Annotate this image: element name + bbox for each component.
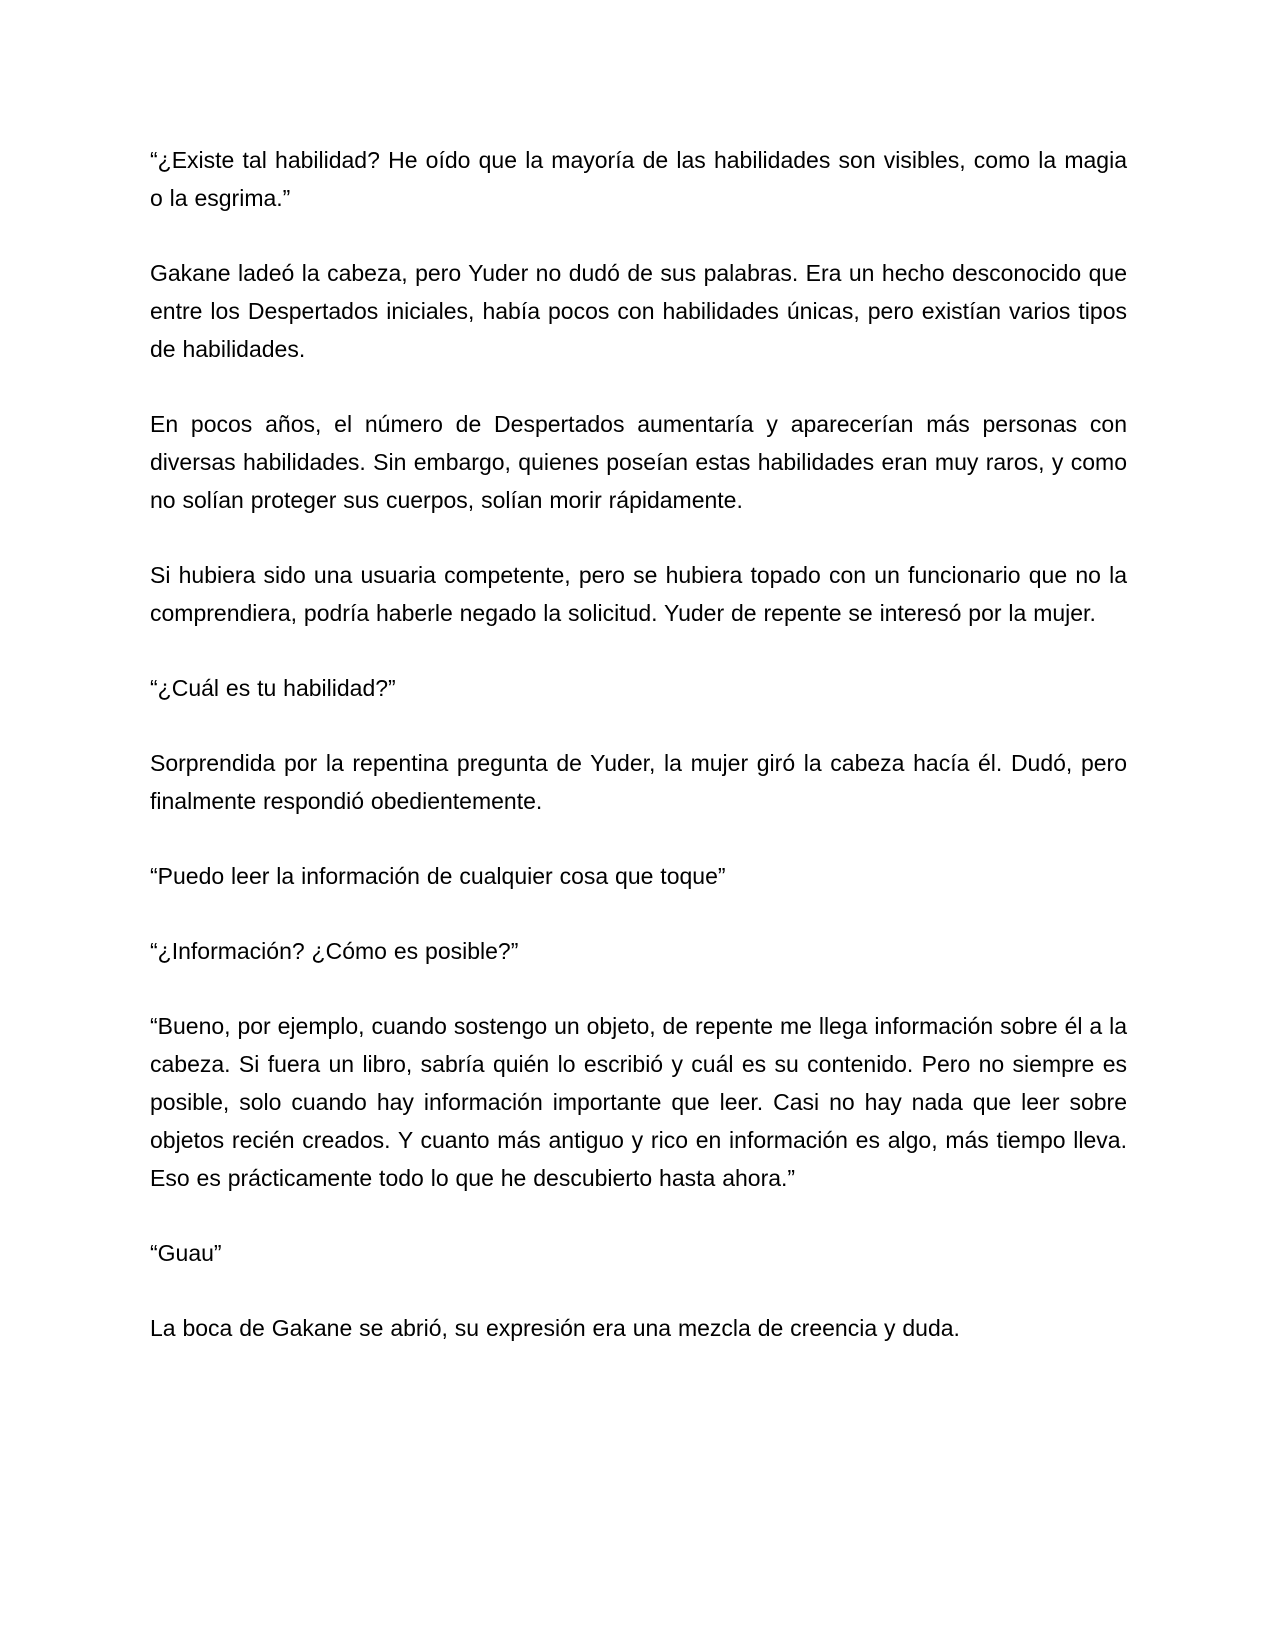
paragraph: “Guau” <box>150 1240 222 1266</box>
paragraph: “¿Cuál es tu habilidad?” <box>150 675 396 701</box>
paragraph: Gakane ladeó la cabeza, pero Yuder no dudó de sus palabras. Era un hecho desconocido que entre los Despertados iniciales, había pocos con habilidades únicas, pero existían varios tipos de habilidades. <box>150 260 1127 362</box>
paragraph: En pocos años, el número de Despertados aumentaría y aparecerían más personas con diversas habilidades. Sin embargo, quienes poseían estas habilidades eran muy raros, y como no solían proteger sus cuerpos, solían morir rápidamente. <box>150 411 1127 513</box>
paragraph: Si hubiera sido una usuaria competente, pero se hubiera topado con un funcionario que no la comprendiera, podría haberle negado la solicitud. Yuder de repente se interesó por la mujer. <box>150 562 1127 626</box>
paragraph: “¿Existe tal habilidad? He oído que la mayoría de las habilidades son visibles, como la magia o la esgrima.” <box>150 147 1127 211</box>
paragraph: Sorprendida por la repentina pregunta de Yuder, la mujer giró la cabeza hacía él. Dudó, pero finalmente respondió obedientemente. <box>150 750 1127 814</box>
paragraph: “¿Información? ¿Cómo es posible?” <box>150 938 519 964</box>
document-body <box>150 141 1127 1347</box>
paragraph: La boca de Gakane se abrió, su expresión era una mezcla de creencia y duda. <box>150 1315 960 1341</box>
paragraph: “Bueno, por ejemplo, cuando sostengo un objeto, de repente me llega información sobre él a la cabeza. Si fuera un libro, sabría quién lo escribió y cuál es su contenido. Pero no siempre es posible, solo cuando hay información importante que leer. Casi no hay nada que leer sobre objetos recién creados. Y cuanto más antiguo y rico en información es algo, más tiempo lleva. Eso es prácticamente todo lo que he descubierto hasta ahora.” <box>150 1013 1127 1191</box>
paragraph: “Puedo leer la información de cualquier cosa que toque” <box>150 863 726 889</box>
